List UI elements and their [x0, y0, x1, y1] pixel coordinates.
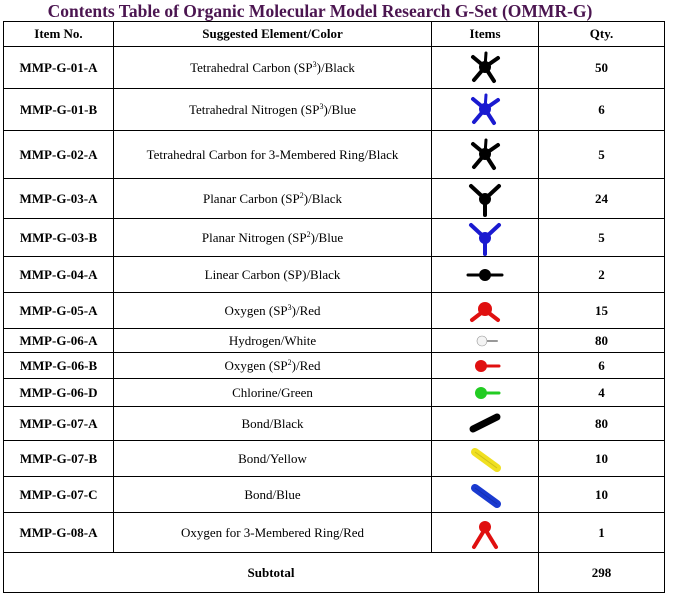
item-number: MMP-G-02-A — [4, 131, 114, 179]
tetrahedral-black-icon — [465, 50, 505, 86]
element-color-text: )/Blue — [323, 101, 356, 117]
element-description — [114, 477, 432, 513]
quantity: 5 — [539, 219, 665, 257]
table-row — [4, 89, 665, 131]
item-image-cell — [432, 47, 539, 89]
element-text: Linear Carbon (SP)/Black — [204, 266, 341, 282]
table-row — [4, 353, 665, 379]
item-image-cell — [432, 353, 539, 379]
hybridization-superscript: 3 — [287, 302, 292, 312]
item-image-cell — [432, 293, 539, 329]
element-color-text: )/Red — [291, 357, 321, 373]
item-number: MMP-G-07-C — [4, 477, 114, 513]
item-image-cell — [432, 379, 539, 407]
ring-red-icon — [465, 516, 505, 550]
hybridization-superscript: 2 — [299, 190, 304, 200]
item-number: MMP-G-01-B — [4, 89, 114, 131]
table-row — [4, 513, 665, 553]
element-description — [114, 353, 432, 379]
subtotal-qty: 298 — [539, 553, 665, 593]
single-red-icon — [467, 356, 503, 376]
table-row — [4, 329, 665, 353]
item-image-cell — [432, 257, 539, 293]
element-color-text: )/Blue — [310, 229, 344, 245]
element-color-text: )/Black — [316, 59, 355, 75]
table-row — [4, 219, 665, 257]
bent-red-icon — [465, 298, 505, 324]
element-description — [114, 257, 432, 293]
element-text: Oxygen for 3-Membered Ring/Red — [180, 524, 365, 540]
item-number: MMP-G-06-A — [4, 329, 114, 353]
item-number: MMP-G-03-B — [4, 219, 114, 257]
item-number: MMP-G-07-A — [4, 407, 114, 441]
element-description — [114, 219, 432, 257]
element-text: Hydrogen/White — [228, 332, 317, 348]
element-description — [114, 131, 432, 179]
bond-black-icon — [467, 409, 503, 439]
element-color-text: )/Red — [291, 302, 321, 318]
element-description — [114, 89, 432, 131]
item-image-cell — [432, 407, 539, 441]
quantity: 10 — [539, 441, 665, 477]
header-items: Items — [432, 22, 539, 47]
table-row — [4, 379, 665, 407]
item-number: MMP-G-01-A — [4, 47, 114, 89]
item-image-cell — [432, 179, 539, 219]
element-text: Bond/Blue — [244, 486, 301, 502]
quantity: 2 — [539, 257, 665, 293]
element-text: Planar Carbon (SP — [202, 190, 300, 206]
contents-table — [3, 21, 665, 593]
item-number: MMP-G-04-A — [4, 257, 114, 293]
item-image-cell — [432, 131, 539, 179]
item-number: MMP-G-06-D — [4, 379, 114, 407]
subtotal-label: Subtotal — [4, 553, 539, 593]
element-description — [114, 47, 432, 89]
bond-yellow-icon — [467, 444, 503, 474]
quantity: 80 — [539, 329, 665, 353]
element-text: Tetrahedral Nitrogen (SP — [189, 101, 320, 117]
quantity: 15 — [539, 293, 665, 329]
header-row — [4, 22, 665, 47]
item-number: MMP-G-08-A — [4, 513, 114, 553]
quantity: 80 — [539, 407, 665, 441]
quantity: 1 — [539, 513, 665, 553]
element-description — [114, 513, 432, 553]
trigonal-black-icon — [465, 181, 505, 217]
element-description — [114, 407, 432, 441]
quantity: 50 — [539, 47, 665, 89]
table-row — [4, 179, 665, 219]
element-text: Oxygen (SP — [224, 302, 288, 318]
header-qty: Qty. — [539, 22, 665, 47]
element-text: Planar Nitrogen (SP — [201, 229, 307, 245]
header-item-no: Item No. — [4, 22, 114, 47]
element-text: Tetrahedral Carbon for 3-Membered Ring/Black — [146, 146, 399, 162]
item-number: MMP-G-06-B — [4, 353, 114, 379]
linear-black-icon — [465, 265, 505, 285]
item-image-cell — [432, 441, 539, 477]
quantity: 24 — [539, 179, 665, 219]
table-row — [4, 257, 665, 293]
quantity: 4 — [539, 379, 665, 407]
single-green-icon — [467, 383, 503, 403]
element-description — [114, 329, 432, 353]
hybridization-superscript: 3 — [312, 59, 317, 69]
item-image-cell — [432, 513, 539, 553]
item-image-cell — [432, 219, 539, 257]
subtotal-row — [4, 553, 665, 593]
page-title: Contents Table of Organic Molecular Model Research G-Set (OMMR-G) — [47, 1, 593, 21]
table-row — [4, 47, 665, 89]
item-number: MMP-G-03-A — [4, 179, 114, 219]
item-number: MMP-G-07-B — [4, 441, 114, 477]
element-text: Tetrahedral Carbon (SP — [190, 59, 313, 75]
element-text: Chlorine/Green — [232, 384, 313, 400]
table-row — [4, 293, 665, 329]
quantity: 5 — [539, 131, 665, 179]
quantity: 6 — [539, 353, 665, 379]
header-element: Suggested Element/Color — [114, 22, 432, 47]
item-number: MMP-G-05-A — [4, 293, 114, 329]
table-row — [4, 477, 665, 513]
tetrahedral-ring-black-icon — [465, 137, 505, 173]
table-row — [4, 407, 665, 441]
hybridization-superscript: 2 — [306, 229, 311, 239]
hybridization-superscript: 2 — [287, 357, 292, 367]
hydrogen-white-icon — [467, 332, 503, 350]
quantity: 6 — [539, 89, 665, 131]
tetrahedral-blue-icon — [465, 92, 505, 128]
item-image-cell — [432, 329, 539, 353]
element-text: Bond/Black — [241, 415, 304, 431]
element-description — [114, 441, 432, 477]
item-image-cell — [432, 477, 539, 513]
trigonal-blue-icon — [465, 220, 505, 256]
element-description — [114, 179, 432, 219]
bond-blue-icon — [467, 480, 503, 510]
quantity: 10 — [539, 477, 665, 513]
element-text: Bond/Yellow — [238, 450, 307, 466]
element-description — [114, 379, 432, 407]
table-row — [4, 441, 665, 477]
hybridization-superscript: 3 — [319, 101, 324, 111]
element-description — [114, 293, 432, 329]
element-text: Oxygen (SP — [224, 357, 288, 373]
element-color-text: )/Black — [303, 190, 343, 206]
item-image-cell — [432, 89, 539, 131]
table-row — [4, 131, 665, 179]
